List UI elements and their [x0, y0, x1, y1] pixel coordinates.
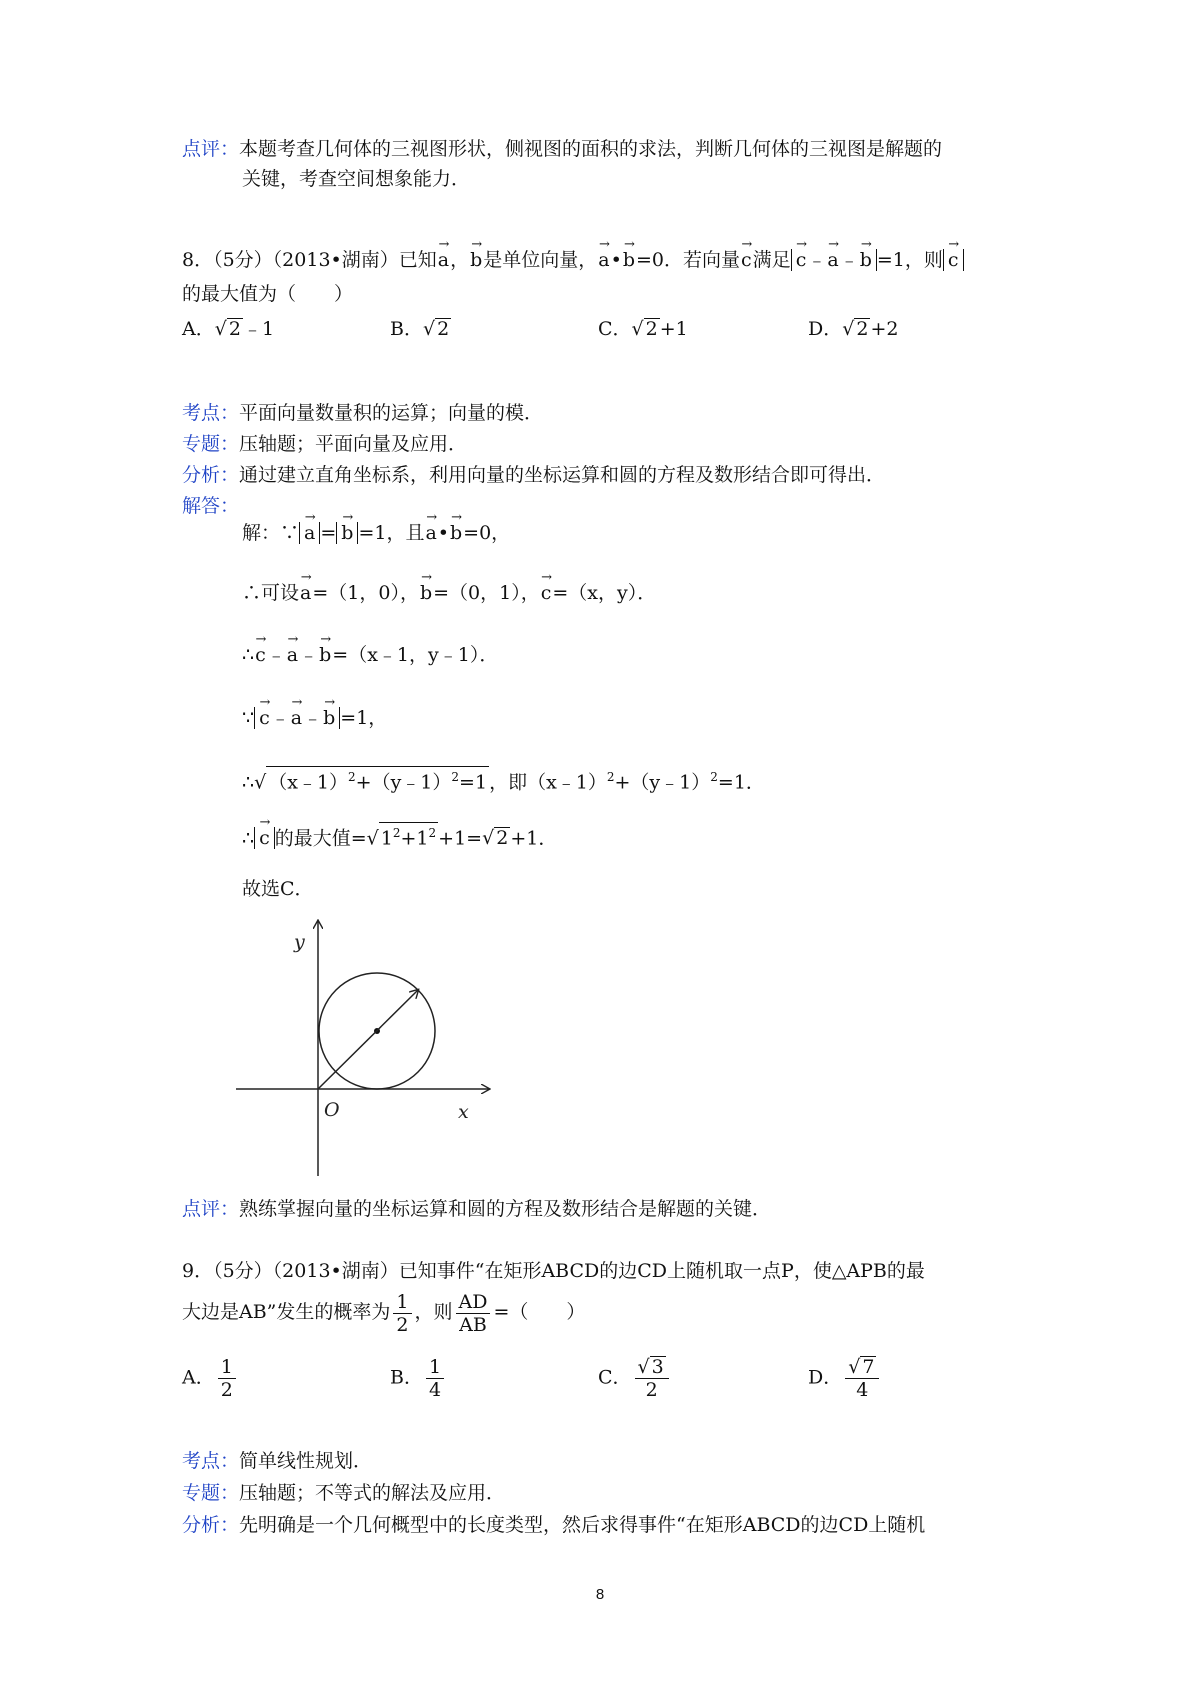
solution-step-2: ∴可设→ a=（1，0），→ b=（0，1），→ c=（x，y）．: [242, 578, 656, 608]
page-number: 8: [595, 1586, 605, 1603]
q9-option-c: C． $\frac{√ 3}{2}$: [598, 1356, 672, 1401]
vector-oc-arrow: [318, 990, 418, 1089]
question-8-line2: 的最大值为（ ）: [182, 283, 354, 305]
q8-option-c: C．√ 2 +1: [598, 318, 688, 340]
q9-zhuanti: 专题：压轴题；不等式的解法及应用．: [182, 1482, 506, 1504]
vector-b: → b: [469, 245, 483, 275]
origin-label: O: [324, 1099, 340, 1121]
q9-fenxi: 分析：先明确是一个几何概型中的长度类型，然后求得事件“在矩形ABCD的边CD上随机: [182, 1514, 926, 1536]
q9-option-b: B． $\frac{1}{4}$: [390, 1356, 447, 1401]
q8-zhuanti: 专题：压轴题；平面向量及应用．: [182, 433, 468, 455]
solution-step-4: ∵→ c﹣→ a﹣→ b =1，: [242, 703, 387, 733]
abs-expression: → c﹣→ a﹣→ b: [791, 249, 877, 271]
q8-kaodian: 考点：平面向量数量积的运算；向量的模．: [182, 402, 544, 424]
review-text: 本题考查几何体的三视图形状，侧视图的面积的求法，判断几何体的三视图是解题的: [239, 138, 943, 160]
solution-step-1: 解：∵→ a =→ b =1，且→ a•→ b=0，: [242, 518, 510, 548]
solution-step-5: ∴√ （x﹣1）$^2$+（y﹣1）$^2$=1 ，即（x﹣1）$^2$+（y﹣1）$^2$=1．: [242, 762, 765, 797]
q8-review: 点评：熟练掌握向量的坐标运算和圆的方程及数形结合是解题的关键．: [182, 1198, 772, 1220]
review-7-line2: 关键，考查空间想象能力．: [242, 168, 471, 190]
question-8-stem: 8．（5分）（2013•湖南）已知→ a，→ b是单位向量，→ a•→ b=0．若向量→ c满足→ c﹣→ a﹣→ b =1，则→ c: [182, 245, 964, 275]
solution-step-3: ∴→ c﹣→ a﹣→ b=（x﹣1，y﹣1）．: [242, 640, 498, 670]
vector-c: → c: [740, 245, 753, 275]
q8-option-d: D．√ 2 +2: [808, 318, 899, 340]
q9-option-a: A． $\frac{1}{2}$: [182, 1356, 239, 1401]
q8-jieda-label: 解答：: [182, 495, 240, 517]
q9-option-d: D． $\frac{√ 7}{4}$: [808, 1356, 882, 1401]
question-9-line2: 大边是AB”发生的概率为 $\frac{1}{2}$ ，则 $\frac{AD}{AB}$ =（ ）: [182, 1290, 586, 1336]
q8-fenxi: 分析：通过建立直角坐标系，利用向量的坐标运算和圆的方程及数形结合即可得出．: [182, 464, 886, 486]
y-axis-label: y: [294, 931, 305, 953]
x-axis-label: x: [458, 1101, 469, 1123]
coordinate-circle-figure: [236, 916, 498, 1180]
review-label: 点评：: [182, 138, 240, 160]
q9-kaodian: 考点：简单线性规划．: [182, 1450, 373, 1472]
q8-option-b: B．√ 2: [390, 318, 450, 340]
q8-option-a: A．√ 2 ﹣1: [182, 318, 275, 340]
vector-a: → a: [437, 245, 450, 275]
solution-conclusion: 故选C．: [242, 878, 314, 900]
question-9-stem: 9．（5分）（2013•湖南）已知事件“在矩形ABCD的边CD上随机取一点P，使△APB的最: [182, 1260, 925, 1282]
solution-step-6: ∴→ c 的最大值=√ $1^2+1^2 +1=√$ 2 +1．: [242, 822, 557, 853]
review-7: [182, 134, 942, 164]
